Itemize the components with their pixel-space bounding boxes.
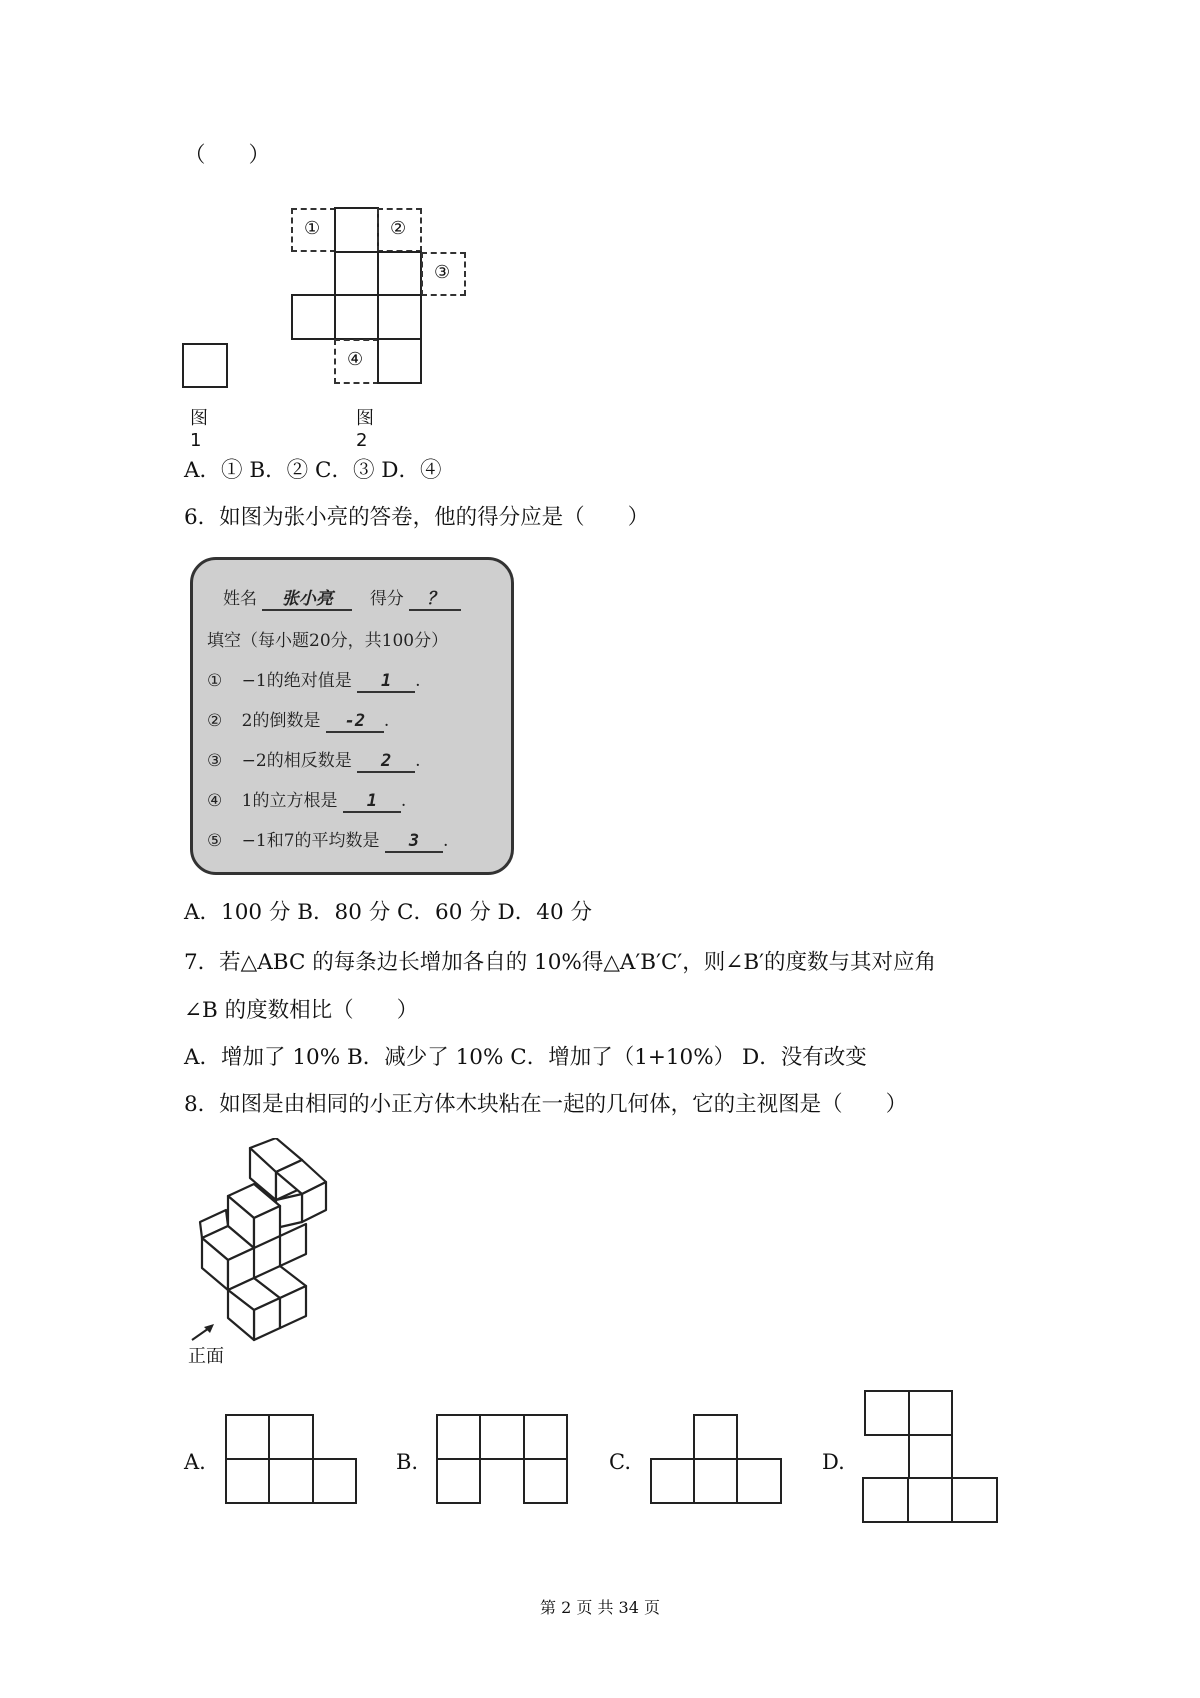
item-text: −1的绝对值是 [241, 671, 352, 691]
fig1-square [182, 343, 228, 388]
item-number: ② [207, 711, 223, 731]
view-cell [650, 1458, 695, 1504]
net-cell [377, 251, 422, 296]
q5-options: A．① B．② C．③ D．④ [184, 458, 442, 483]
view-cell [479, 1414, 525, 1460]
marker-2: ② [390, 218, 407, 239]
view-cell [693, 1458, 738, 1504]
option-b-label: B. [396, 1450, 419, 1474]
net-cell [291, 294, 336, 340]
card-item: ① −1的绝对值是 1 . [207, 671, 421, 691]
fig2-label: 图2 [356, 408, 374, 451]
item-text: 1的立方根是 [241, 791, 338, 811]
item-answer: 1 [343, 791, 401, 813]
item-text: −2的相反数是 [241, 751, 352, 771]
item-text: −1和7的平均数是 [241, 831, 380, 851]
page-footer: 第 2 页 共 34 页 [540, 1598, 660, 1617]
q7-line1: 7．若△ABC 的每条边长增加各自的 10%得△A′B′C′，则∠B′的度数与其对应角 [184, 950, 936, 975]
option-a-label: A. [184, 1450, 206, 1474]
net-cell [377, 294, 422, 340]
net-cell [334, 294, 379, 340]
card-score-label: 得分 [369, 589, 404, 609]
card-item: ② 2的倒数是 -2 . [207, 711, 390, 731]
view-cell [736, 1458, 782, 1504]
q6-question: 6．如图为张小亮的答卷，他的得分应是（ ） [184, 505, 650, 530]
view-cell [225, 1414, 270, 1460]
item-number: ④ [207, 791, 223, 811]
view-cell [862, 1477, 909, 1523]
view-cell [312, 1458, 357, 1504]
card-header: 填空（每小题20分，共100分） [207, 631, 449, 651]
net-cell [377, 338, 422, 384]
card-item: ④ 1的立方根是 1 . [207, 791, 407, 811]
card-item: ⑤ −1和7的平均数是 3 . [207, 831, 449, 851]
q5-prompt-tail: （ ） [184, 143, 271, 168]
view-cell [864, 1390, 910, 1436]
card-item: ③ −2的相反数是 2 . [207, 751, 421, 771]
card-score-value: ？ [409, 584, 461, 611]
view-cell [523, 1414, 568, 1460]
answer-sheet-card [190, 557, 514, 875]
view-cell [907, 1477, 953, 1523]
view-cell [436, 1458, 481, 1504]
item-answer: 3 [385, 831, 443, 853]
fig1-label: 图1 [190, 408, 208, 451]
cube-solid-figure [180, 1138, 350, 1363]
view-cell [693, 1414, 738, 1460]
item-answer: 1 [357, 671, 415, 693]
view-cell [268, 1458, 314, 1504]
q7-options: A．增加了 10% B．减少了 10% C．增加了（1+10%） D．没有改变 [184, 1045, 867, 1070]
option-c-label: C. [609, 1450, 631, 1474]
q7-line2: ∠B 的度数相比（ ） [184, 998, 419, 1023]
front-label: 正面 [188, 1346, 224, 1367]
view-cell [436, 1414, 481, 1460]
view-cell [908, 1390, 953, 1436]
q6-options: A．100 分 B．80 分 C．60 分 D．40 分 [184, 900, 592, 925]
view-cell [951, 1477, 998, 1523]
card-name-value: 张小亮 [262, 584, 352, 611]
q8-question: 8．如图是由相同的小正方体木块粘在一起的几何体，它的主视图是（ ） [184, 1092, 908, 1117]
view-cell [908, 1434, 953, 1479]
card-name-row [223, 584, 461, 611]
net-cell [334, 251, 379, 296]
card-name-label: 姓名 [223, 589, 257, 609]
marker-3: ③ [434, 262, 451, 283]
view-cell [225, 1458, 270, 1504]
view-cell [268, 1414, 314, 1460]
item-number: ⑤ [207, 831, 223, 851]
view-cell [523, 1458, 568, 1504]
marker-1: ① [304, 218, 321, 239]
net-cell [334, 207, 379, 253]
item-answer: -2 [326, 711, 384, 733]
marker-4: ④ [347, 349, 364, 370]
option-d-label: D. [822, 1450, 845, 1474]
item-text: 2的倒数是 [241, 711, 321, 731]
item-number: ③ [207, 751, 223, 771]
item-number: ① [207, 671, 223, 691]
item-answer: 2 [357, 751, 415, 773]
